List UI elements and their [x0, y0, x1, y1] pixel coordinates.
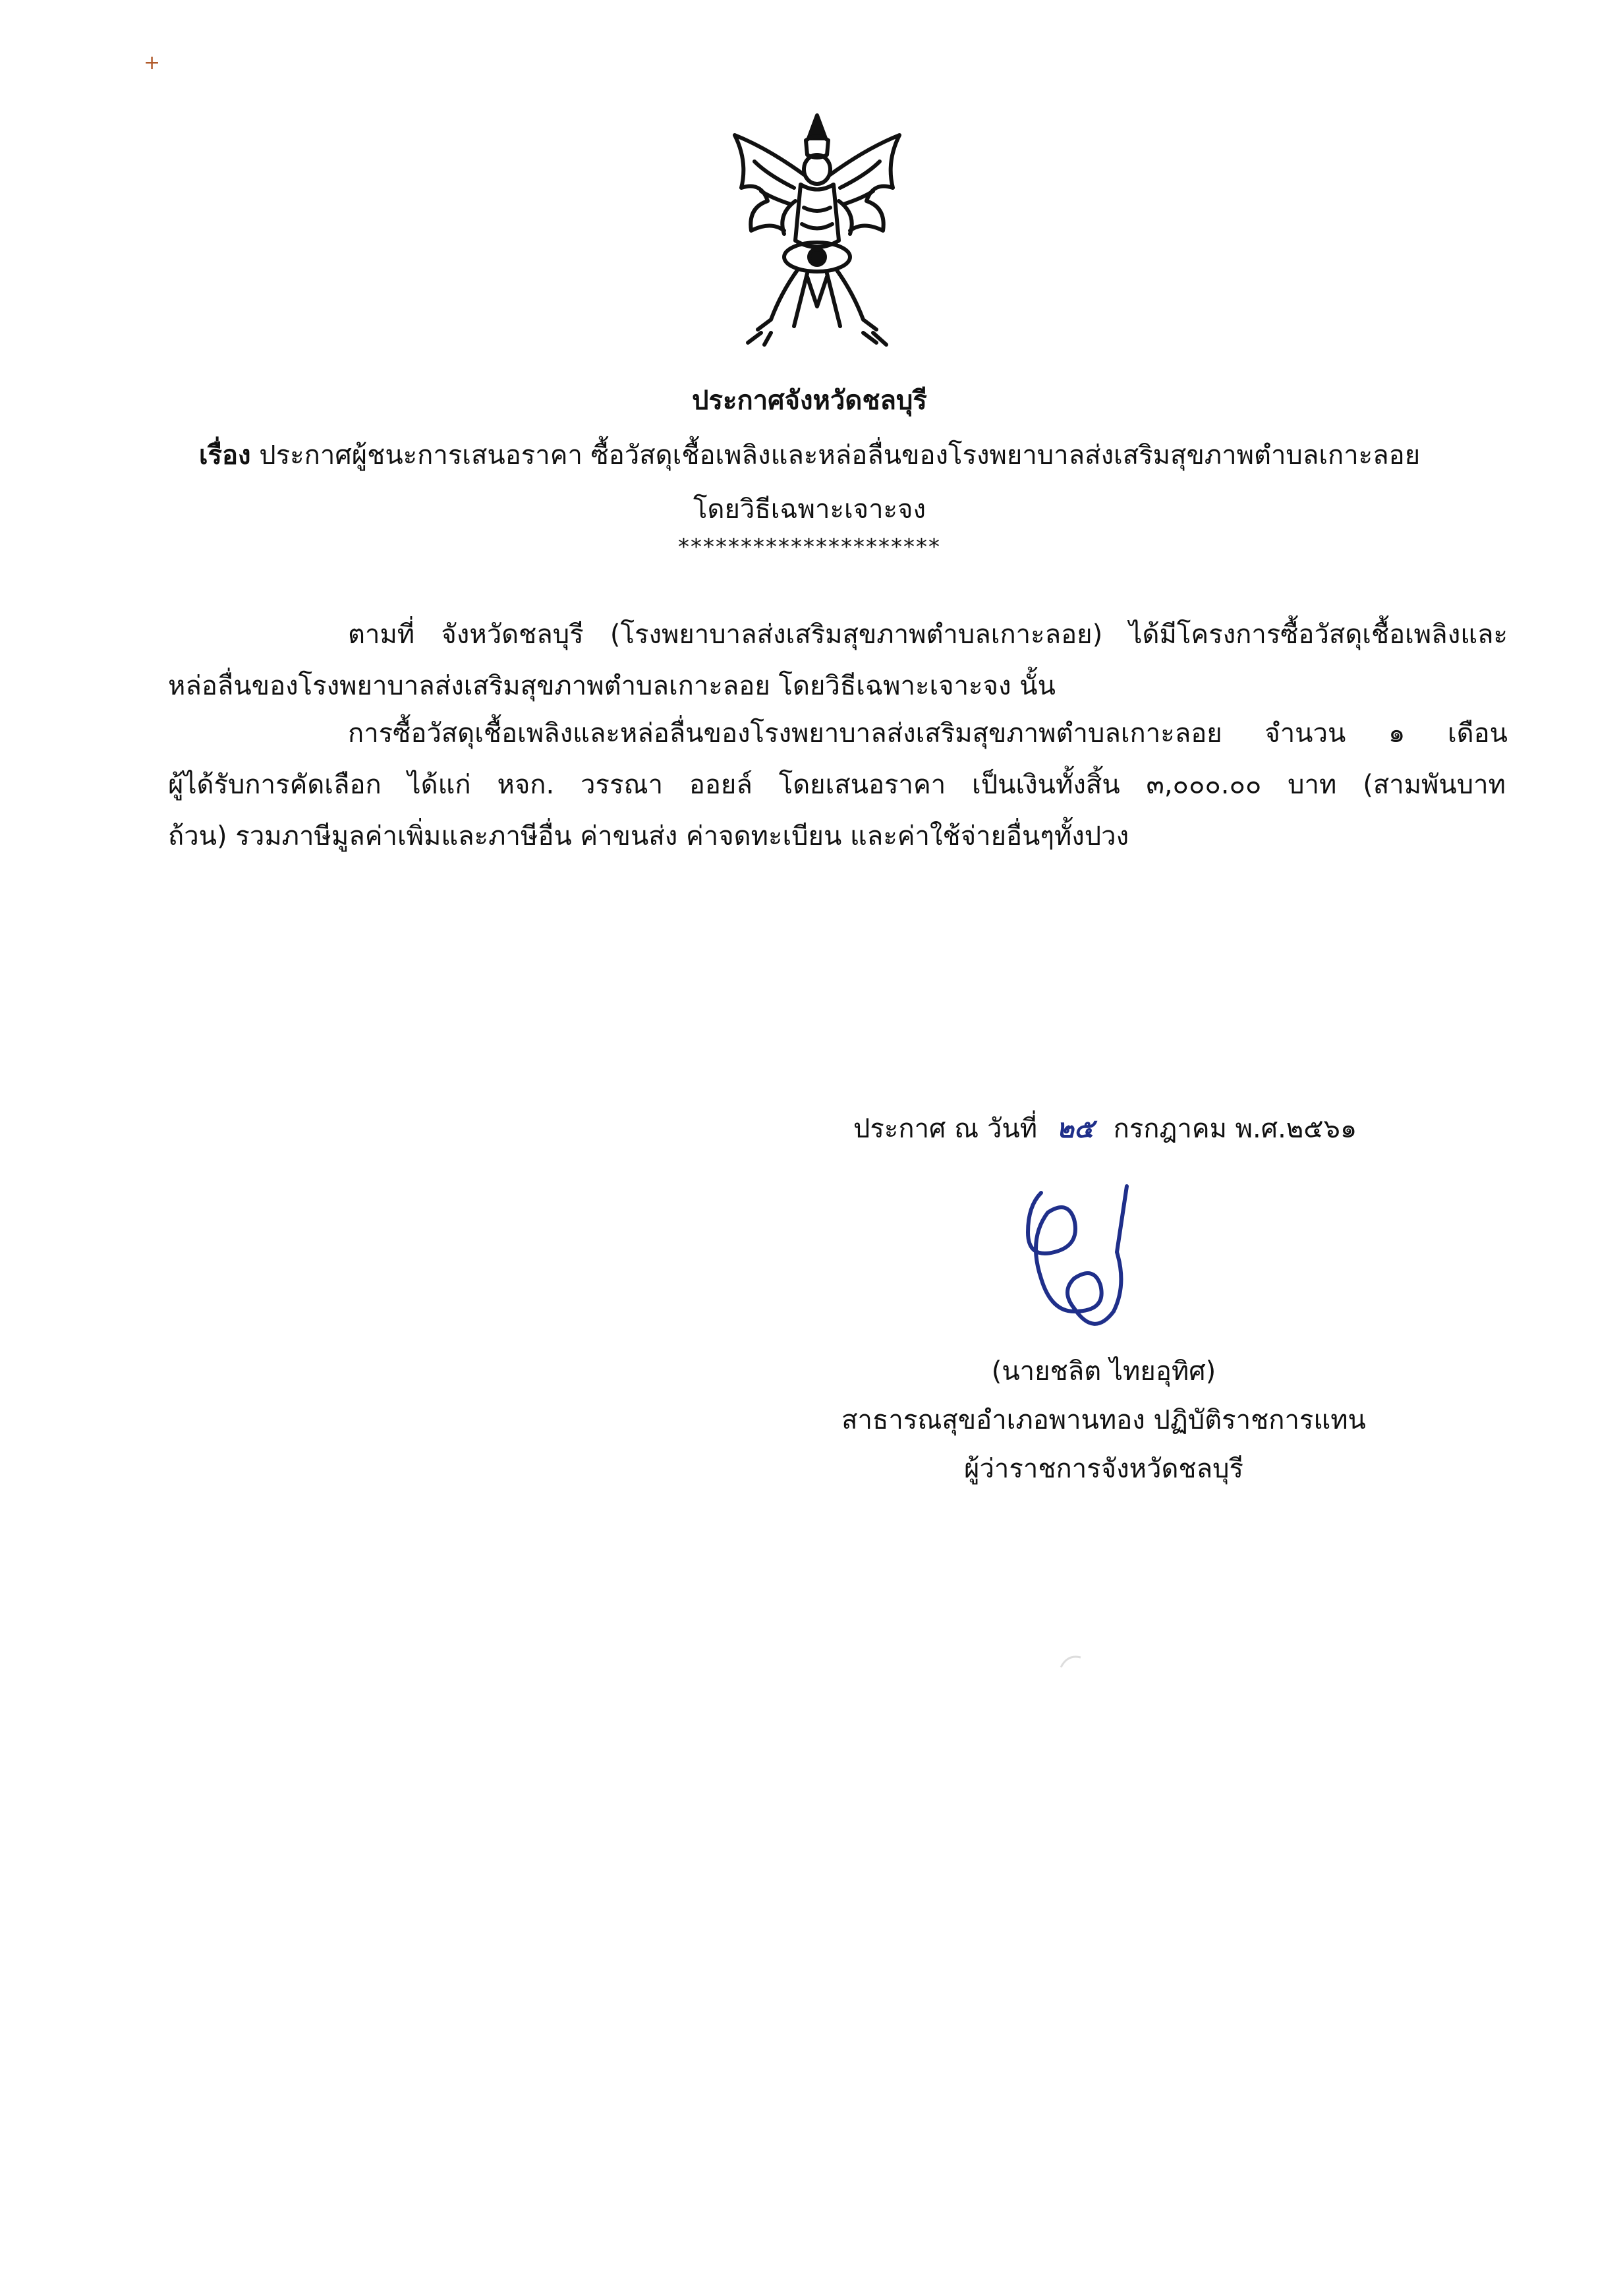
- signer-name: (นายชลิต ไทยอุทิศ): [991, 1356, 1216, 1387]
- garuda-emblem-icon: [722, 109, 913, 353]
- subject-line-2: โดยวิธีเฉพาะเจาะจง: [693, 494, 926, 525]
- subject-text: ประกาศผู้ชนะการเสนอราคา ซื้อวัสดุเชื้อเพลิงและหล่อลื่นของโรงพยาบาลส่งเสริมสุขภาพตำบลเกาะลอย: [259, 440, 1421, 471]
- paragraph2-line1: การซื้อวัสดุเชื้อเพลิงและหล่อลื่นของโรงพยาบาลส่งเสริมสุขภาพตำบลเกาะลอย จำนวน ๑ เดือน: [348, 718, 1508, 749]
- signer-position: สาธารณสุขอำเภอพานทอง ปฏิบัติราชการแทน: [841, 1405, 1366, 1435]
- paragraph2-line3: ถ้วน) รวมภาษีมูลค่าเพิ่มและภาษีอื่น ค่าขนส่ง ค่าจดทะเบียน และค่าใช้จ่ายอื่นๆทั้งปวง: [168, 821, 1129, 851]
- announcement-date: [853, 1107, 1357, 1149]
- date-suffix: กรกฎาคม พ.ศ.๒๕๖๑: [1113, 1114, 1357, 1144]
- date-day-handwritten: ๒๕: [1056, 1113, 1094, 1144]
- paragraph1-line1: ตามที่ จังหวัดชลบุรี (โรงพยาบาลส่งเสริมสุขภาพตำบลเกาะลอย) ได้มีโครงการซื้อวัสดุเชื้อเพลิงและ: [348, 619, 1508, 650]
- handwritten-signature: [1002, 1180, 1147, 1351]
- paragraph2-line2: ผู้ได้รับการคัดเลือก ได้แก่ หจก. วรรณา ออยล์ โดยเสนอราคา เป็นเงินทั้งสิ้น ๓,๐๐๐.๐๐ บาท (สามพันบาท: [168, 770, 1506, 800]
- signer-role: ผู้ว่าราชการจังหวัดชลบุรี: [964, 1454, 1243, 1484]
- paper-smudge: [1058, 1651, 1084, 1671]
- date-prefix: ประกาศ ณ วันที่: [853, 1114, 1038, 1144]
- subject-line: [0, 434, 1619, 476]
- corner-mark: +: [144, 51, 161, 74]
- subject-label: เรื่อง: [198, 440, 251, 471]
- separator: *********************: [678, 534, 941, 560]
- document-title: ประกาศจังหวัดชลบุรี: [692, 386, 927, 416]
- paragraph1-line2: หล่อลื่นของโรงพยาบาลส่งเสริมสุขภาพตำบลเกาะลอย โดยวิธีเฉพาะเจาะจง นั้น: [168, 671, 1056, 701]
